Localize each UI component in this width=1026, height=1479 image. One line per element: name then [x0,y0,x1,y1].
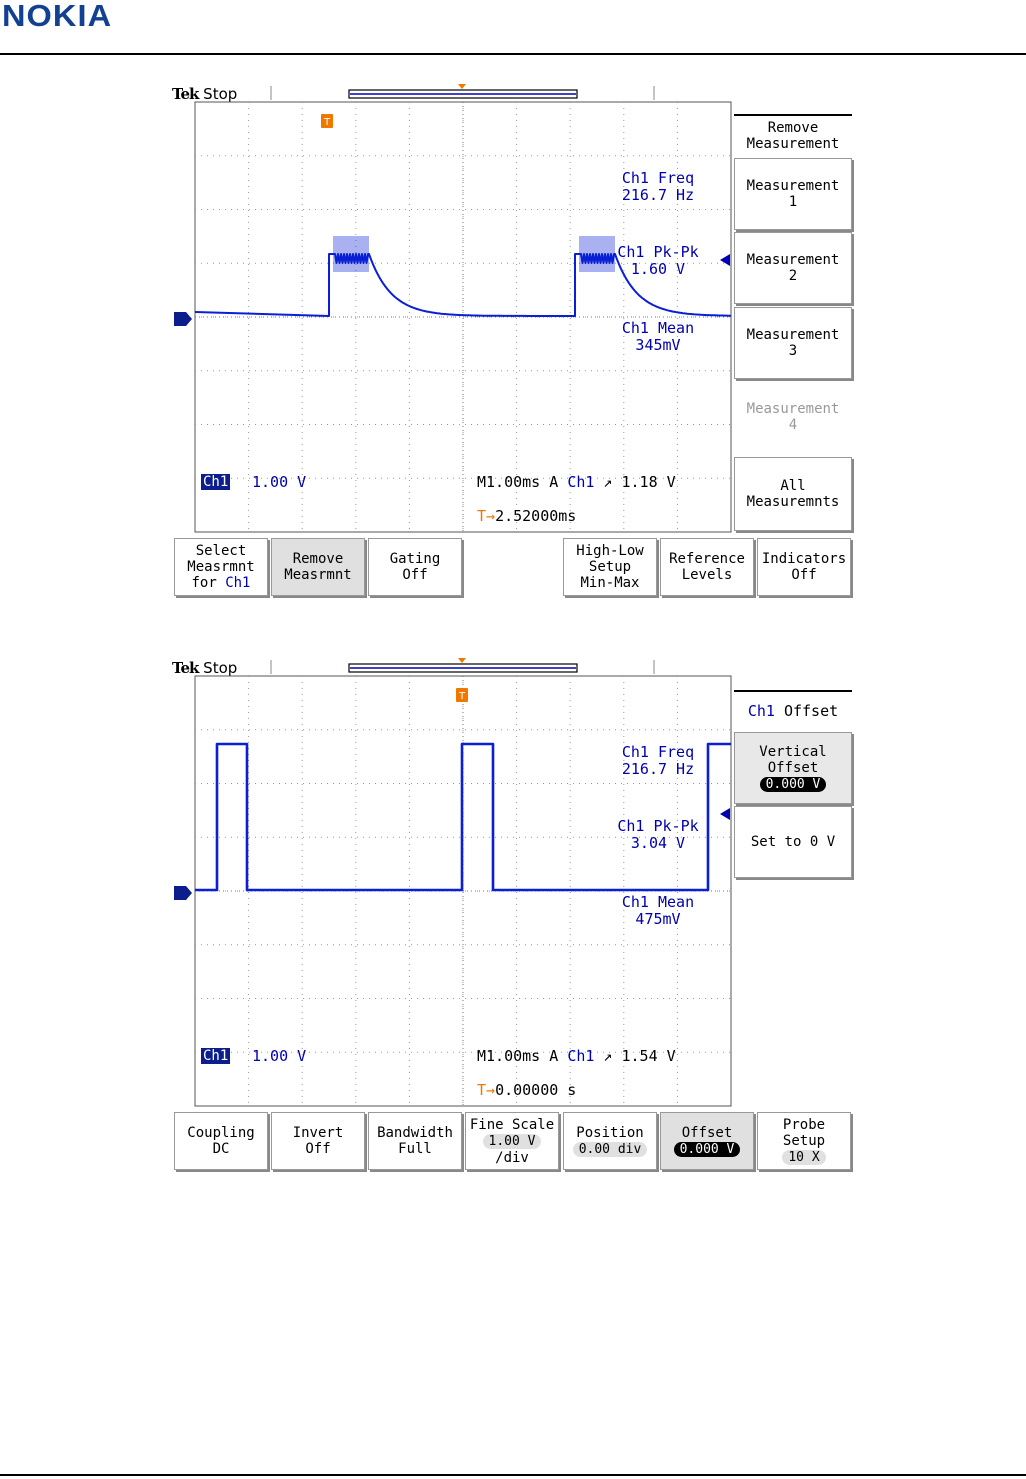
probe-setup-button[interactable]: Probe Setup 10 X [757,1112,851,1170]
measurement-readout: Ch1 Freq 216.7 Hz [621,743,695,778]
remove-measurement-button[interactable]: Remove Measrmnt [271,538,365,596]
volts-per-div: 1.00 V [252,1047,307,1065]
bandwidth-button[interactable]: Bandwidth Full [368,1112,462,1170]
offset-button[interactable]: Offset 0.000 V [660,1112,754,1170]
trigger-position-marker: T [458,691,466,702]
measurement-4-button[interactable]: Measurement 4 [734,381,852,453]
trigger-pointer [458,84,466,89]
select-measurement-button[interactable]: Select Measrmnt for Ch1 [174,538,268,596]
oscilloscope-screenshot-1 [172,84,856,616]
trigger-delay-readout: T→0.00000 s [477,1081,577,1099]
measurement-3-button[interactable]: Measurement 3 [734,307,852,379]
gating-button[interactable]: Gating Off [368,538,462,596]
trigger-delay-readout: T→2.52000ms [477,507,577,525]
channel-badge: Ch1 [203,1048,229,1064]
set-to-zero-button[interactable]: Set to 0 V [734,806,852,878]
volts-per-div: 1.00 V [252,473,307,491]
tek-stop-label: Tek Stop [172,85,238,103]
side-menu-title: Ch1 Offset [734,690,852,730]
position-button[interactable]: Position 0.00 div [563,1112,657,1170]
measurement-1-button[interactable]: Measurement 1 [734,158,852,230]
header-rule [0,53,1026,55]
timebase-readout: M1.00ms A Ch1 ↗ 1.18 V [477,473,676,491]
pkpk-arrow [720,808,730,820]
all-measurements-button[interactable]: All Measuremnts [734,457,852,531]
invert-button[interactable]: Invert Off [271,1112,365,1170]
ground-marker [186,886,192,900]
high-low-setup-button[interactable]: High-Low Setup Min-Max [563,538,657,596]
tek-stop-label: Tek Stop [172,659,238,677]
channel-badge: Ch1 [203,474,229,490]
ground-marker [174,886,186,900]
fine-scale-button[interactable]: Fine Scale 1.00 V /div [465,1112,559,1170]
ground-marker [186,312,192,326]
measurement-2-button[interactable]: Measurement 2 [734,232,852,304]
vertical-offset-button[interactable]: Vertical Offset 0.000 V [734,732,852,804]
side-menu-title: Remove Measurement [734,114,852,156]
coupling-button[interactable]: Coupling DC [174,1112,268,1170]
pkpk-arrow [720,254,730,266]
measurement-readout: Ch1 Pk-Pk 1.60 V [617,243,699,278]
reference-levels-button[interactable]: Reference Levels [660,538,754,596]
trigger-pointer [458,658,466,663]
measurement-readout: Ch1 Freq 216.7 Hz [621,169,695,204]
trigger-position-marker: T [323,117,331,128]
measurement-readout: Ch1 Pk-Pk 3.04 V [617,817,699,852]
timebase-readout: M1.00ms A Ch1 ↗ 1.54 V [477,1047,676,1065]
ground-marker [174,312,186,326]
oscilloscope-screenshot-2 [172,658,856,1190]
measurement-readout: Ch1 Mean 475mV [621,893,695,928]
indicators-button[interactable]: Indicators Off [757,538,851,596]
nokia-logo: NOKIA [2,0,113,33]
footer-rule [0,1474,1026,1476]
measurement-readout: Ch1 Mean 345mV [621,319,695,354]
burst-noise [333,236,369,272]
